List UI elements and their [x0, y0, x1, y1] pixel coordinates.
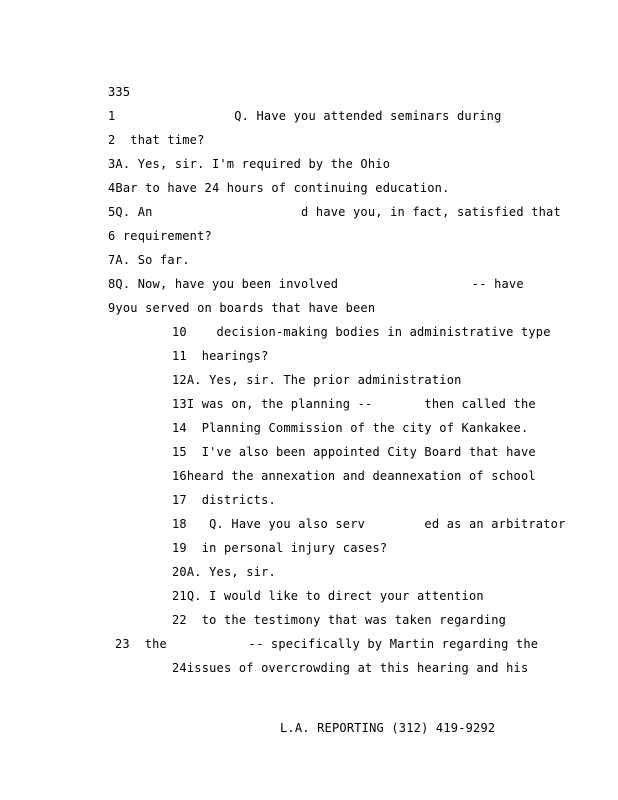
- transcript-line-5: 5Q. An d have you, in fact, satisfied that: [108, 205, 561, 219]
- transcript-line-6: 6 requirement?: [108, 229, 212, 243]
- transcript-line-22: 22 to the testimony that was taken regarding: [172, 613, 507, 627]
- transcript-line-4: 4Bar to have 24 hours of continuing education.: [108, 181, 450, 195]
- transcript-line-13: 13I was on, the planning -- then called the: [172, 397, 536, 411]
- transcript-line-8: 8Q. Now, have you been involved -- have: [108, 277, 524, 291]
- transcript-line-3: 3A. Yes, sir. I'm required by the Ohio: [108, 157, 391, 171]
- transcript-line-18: 18 Q. Have you also serv ed as an arbitrator: [172, 517, 566, 531]
- transcript-line-12: 12A. Yes, sir. The prior administration: [172, 373, 462, 387]
- transcript-line-1: 1 Q. Have you attended seminars during: [108, 109, 502, 123]
- transcript-line-24: 24issues of overcrowding at this hearing and his: [172, 661, 529, 675]
- transcript-line-10: 10 decision-making bodies in administrative type: [172, 325, 551, 339]
- transcript-line-9: 9you served on boards that have been: [108, 301, 376, 315]
- page-number: 335: [108, 85, 131, 99]
- transcript-line-14: 14 Planning Commission of the city of Kankakee.: [172, 421, 529, 435]
- reporter-footer: L.A. REPORTING (312) 419-9292: [280, 721, 496, 735]
- transcript-line-19: 19 in personal injury cases?: [172, 541, 388, 555]
- transcript-line-23: 23 the -- specifically by Martin regarding the: [115, 637, 539, 651]
- transcript-line-11: 11 hearings?: [172, 349, 269, 363]
- transcript-line-15: 15 I've also been appointed City Board that have: [172, 445, 536, 459]
- transcript-line-17: 17 districts.: [172, 493, 276, 507]
- transcript-line-7: 7A. So far.: [108, 253, 190, 267]
- transcript-line-21: 21Q. I would like to direct your attention: [172, 589, 484, 603]
- transcript-line-20: 20A. Yes, sir.: [172, 565, 276, 579]
- transcript-line-2: 2 that time?: [108, 133, 205, 147]
- transcript-line-16: 16heard the annexation and deannexation of school: [172, 469, 536, 483]
